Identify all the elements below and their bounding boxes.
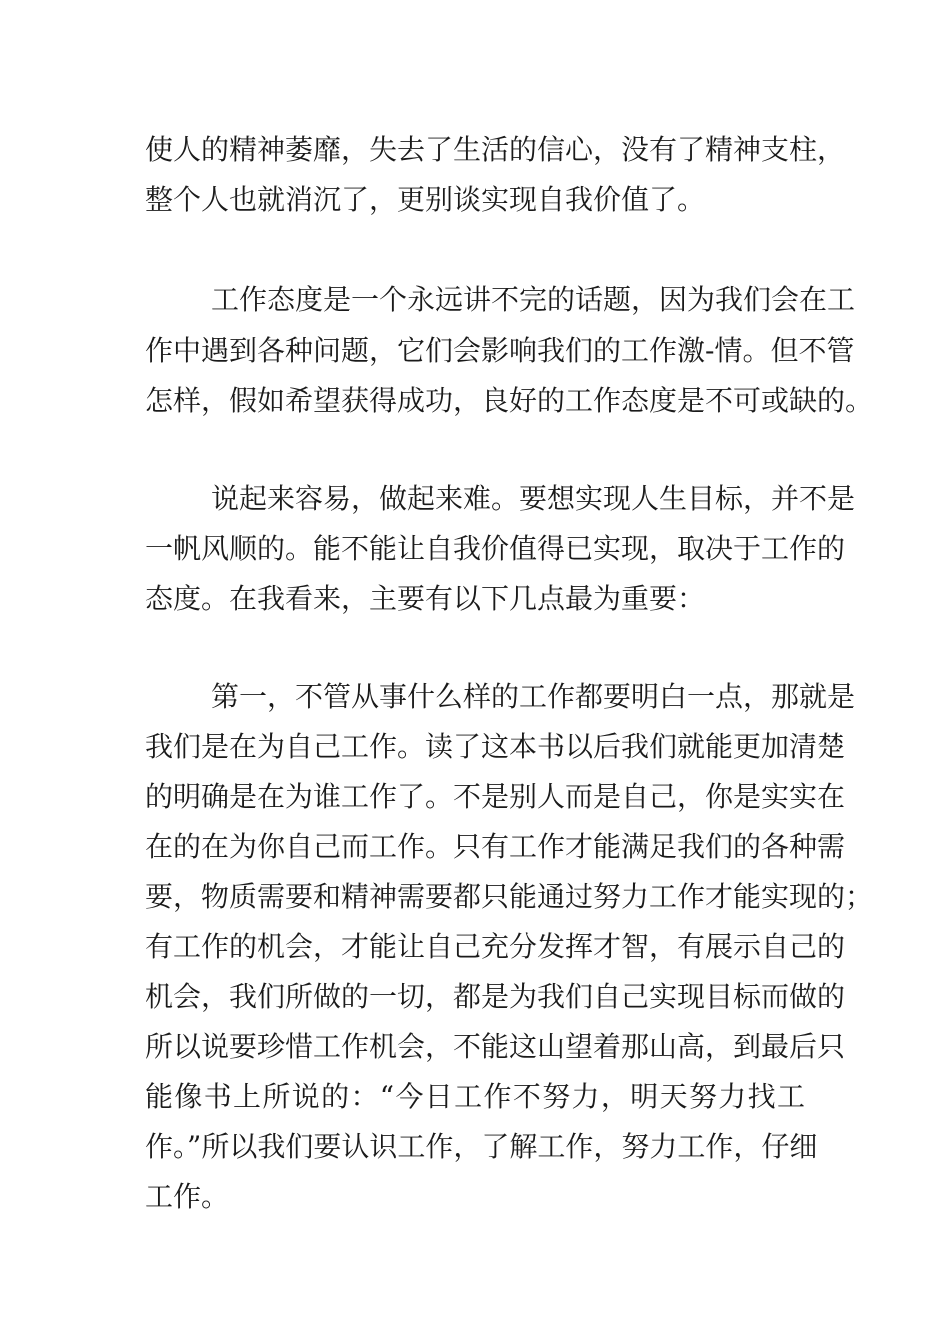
- paragraph-line: 说起来容易，做起来难。要想实现人生目标，并不是: [211, 482, 856, 515]
- paragraph-line: 态度。在我看来，主要有以下几点最为重要：: [145, 582, 706, 615]
- paragraph-line: 的明确是在为谁工作了。不是别人而是自己，你是实实在: [145, 780, 846, 813]
- paragraph-line: 能像书上所说的：“今日工作不努力，明天努力找工: [145, 1080, 805, 1113]
- paragraph-line: 工作态度是一个永远讲不完的话题，因为我们会在工: [211, 283, 856, 316]
- paragraph-line: 工作。: [145, 1180, 230, 1213]
- paragraph-line: 在的在为你自己而工作。只有工作才能满足我们的各种需: [145, 830, 846, 863]
- paragraph-line: 机会，我们所做的一切，都是为我们自己实现目标而做的: [145, 980, 846, 1013]
- paragraph-line: 要，物质需要和精神需要都只能通过努力工作才能实现的；: [145, 880, 874, 913]
- paragraph-line: 作。”所以我们要认识工作，了解工作，努力工作，仔细: [145, 1130, 818, 1163]
- paragraph-line: 一帆风顺的。能不能让自我价值得已实现，取决于工作的: [145, 532, 846, 565]
- paragraph-line: 怎样，假如希望获得成功，良好的工作态度是不可或缺的。: [145, 384, 874, 417]
- paragraph-line: 作中遇到各种问题，它们会影响我们的工作激-情。但不管: [145, 334, 855, 367]
- paragraph-line: 有工作的机会，才能让自己充分发挥才智，有展示自己的: [145, 930, 846, 963]
- paragraph-line: 第一，不管从事什么样的工作都要明白一点，那就是: [211, 680, 856, 713]
- paragraph-line: 整个人也就消沉了，更别谈实现自我价值了。: [145, 183, 706, 216]
- paragraph-line: 使人的精神萎靡，失去了生活的信心，没有了精神支柱，: [145, 133, 846, 166]
- paragraph-line: 我们是在为自己工作。读了这本书以后我们就能更加清楚: [145, 730, 846, 763]
- paragraph-line: 所以说要珍惜工作机会，不能这山望着那山高，到最后只: [145, 1030, 846, 1063]
